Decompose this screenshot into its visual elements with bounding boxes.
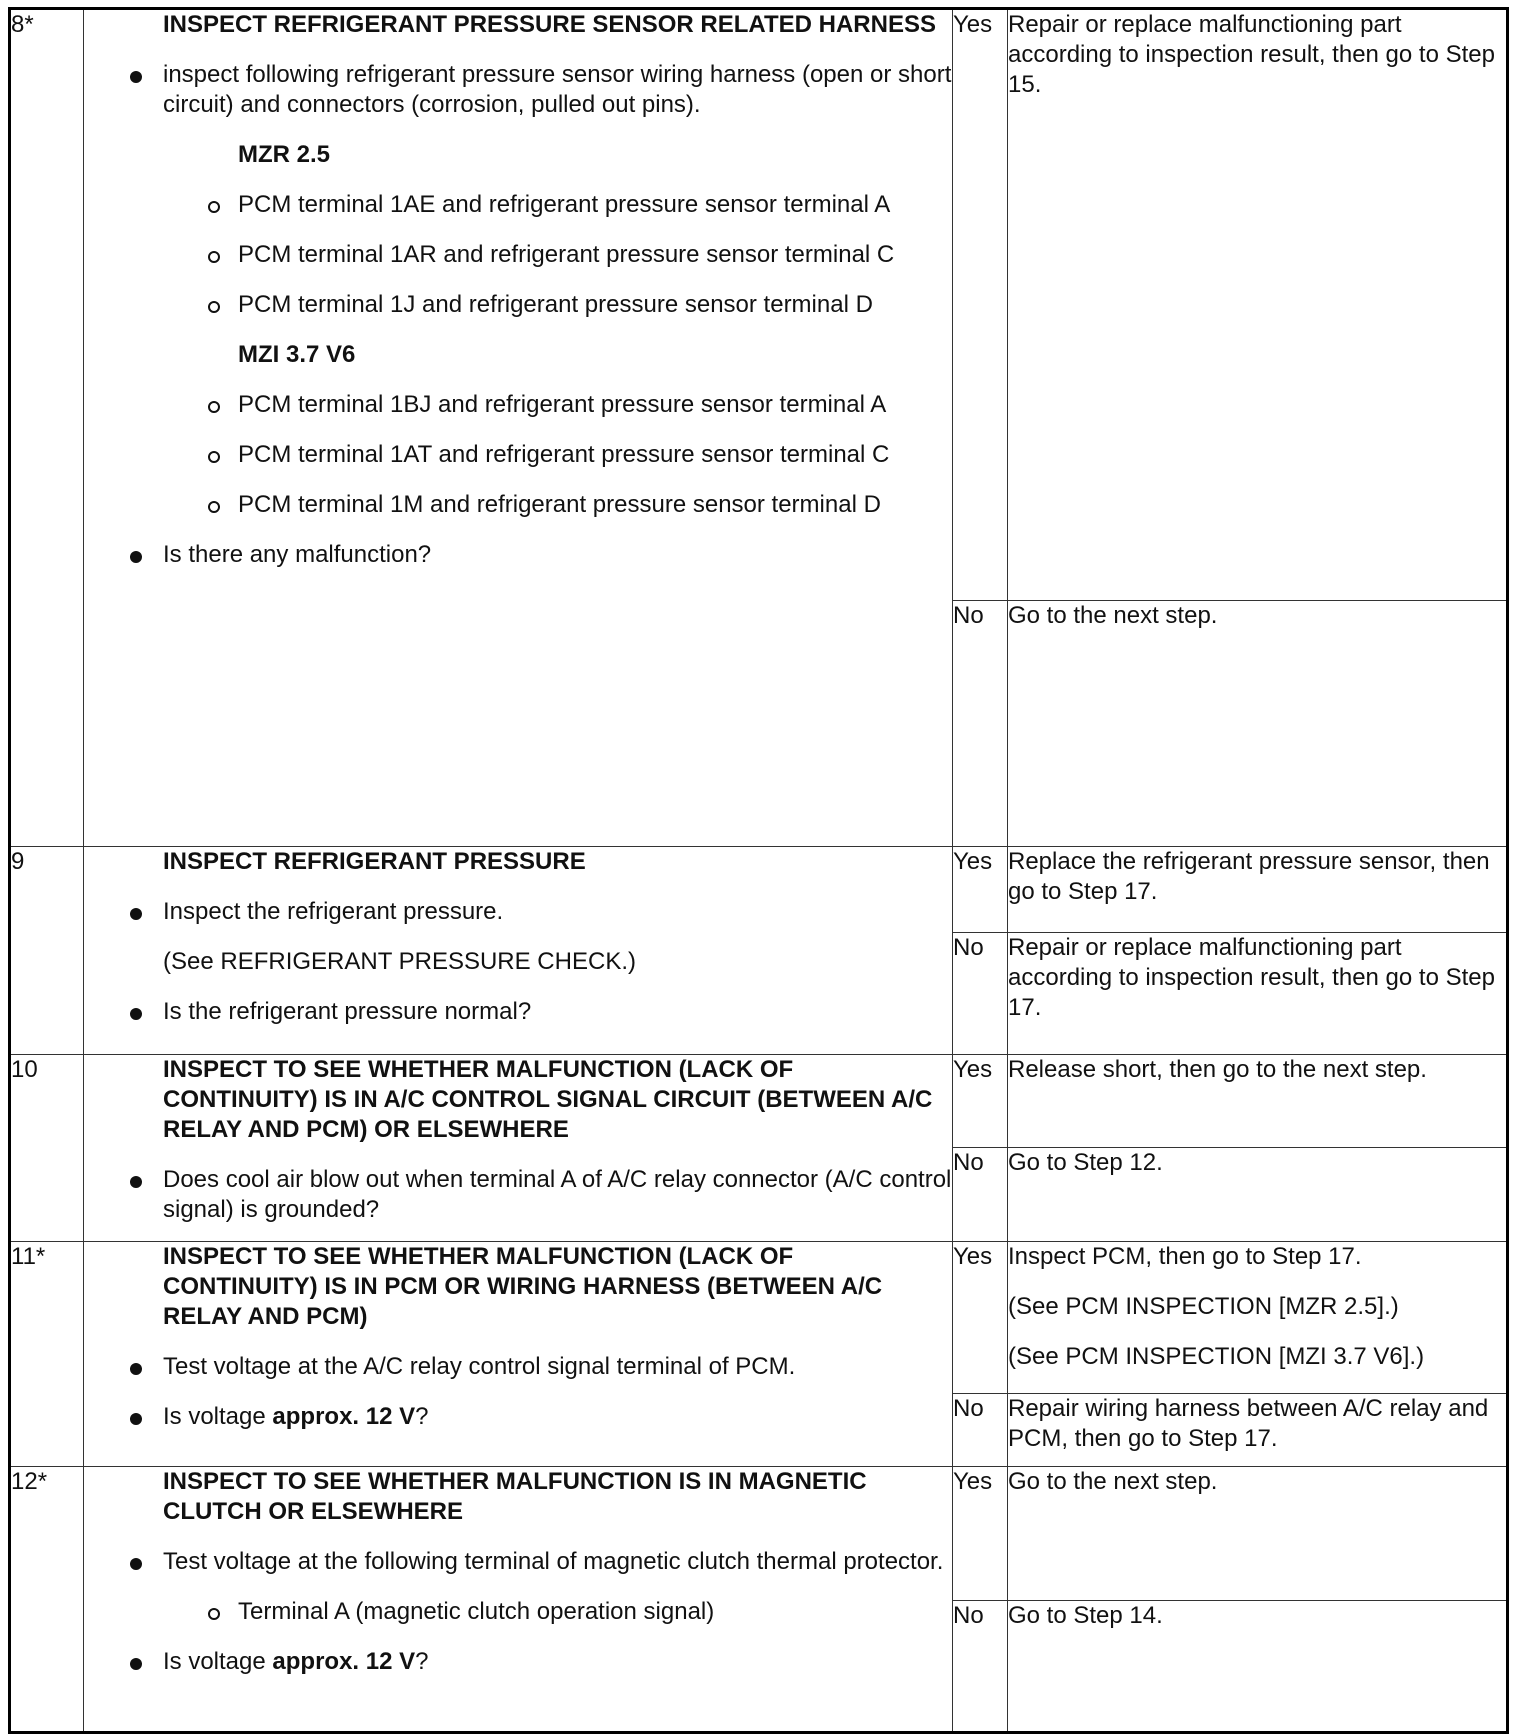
yes-result — [1008, 847, 1508, 933]
bullet-item: Test voltage at the following terminal of magnetic clutch thermal protector. — [163, 1547, 952, 1577]
result-text: Repair or replace malfunctioning part according to inspection result, then go to Step 15. — [1008, 11, 1495, 98]
step-number: 9 — [10, 847, 84, 1055]
no-label: No — [953, 1601, 1008, 1733]
yes-result — [1008, 9, 1508, 601]
step-number: 10 — [10, 1055, 84, 1242]
step-title: INSPECT TO SEE WHETHER MALFUNCTION (LACK OF CONTINUITY) IS IN A/C CONTROL SIGNAL CIRCUIT (BETWEEN A/C RELAY AND PCM) OR ELSEWHERE — [163, 1056, 933, 1143]
step-number: 12* — [10, 1467, 84, 1733]
no-result — [1008, 1148, 1508, 1242]
step-title: INSPECT REFRIGERANT PRESSURE — [163, 848, 586, 875]
step-10-row-yes — [10, 1055, 1508, 1148]
result-text: Release short, then go to the next step. — [1008, 1056, 1427, 1083]
step-number: 11* — [10, 1242, 84, 1467]
yes-label: Yes — [953, 847, 1008, 933]
question-mark: ? — [415, 1648, 429, 1675]
yes-label: Yes — [953, 1242, 1008, 1394]
step-action-cell — [84, 9, 953, 847]
result-text: Repair wiring harness between A/C relay and PCM, then go to Step 17. — [1008, 1395, 1489, 1452]
question-value: approx. 12 V — [272, 1648, 416, 1675]
sub-item: PCM terminal 1J and refrigerant pressure sensor terminal D — [238, 290, 952, 320]
question — [163, 1647, 952, 1677]
yes-label: Yes — [953, 9, 1008, 601]
bullet-item: Inspect the refrigerant pressure. — [163, 897, 952, 927]
reference-note: (See PCM INSPECTION [MZI 3.7 V6].) — [1008, 1343, 1425, 1370]
no-label: No — [953, 933, 1008, 1055]
step-9-row-yes — [10, 847, 1508, 933]
result-text: Go to the next step. — [1008, 1468, 1218, 1495]
no-result — [1008, 1394, 1508, 1467]
step-11-row-yes — [10, 1242, 1508, 1394]
engine-heading: MZI 3.7 V6 — [238, 341, 356, 368]
step-action-cell — [84, 1467, 953, 1733]
sub-item: PCM terminal 1M and refrigerant pressure sensor terminal D — [238, 490, 952, 520]
reference-note: (See REFRIGERANT PRESSURE CHECK.) — [163, 948, 636, 975]
question-mark: ? — [415, 1403, 429, 1430]
question — [163, 1402, 952, 1432]
no-result — [1008, 1601, 1508, 1733]
bullet-item: Test voltage at the A/C relay control signal terminal of PCM. — [163, 1352, 952, 1382]
yes-label: Yes — [953, 1055, 1008, 1148]
question: Does cool air blow out when terminal A of A/C relay connector (A/C control signal) is grounded? — [163, 1166, 952, 1223]
engine-heading: MZR 2.5 — [238, 141, 331, 168]
step-title: INSPECT TO SEE WHETHER MALFUNCTION (LACK OF CONTINUITY) IS IN PCM OR WIRING HARNESS (BETWEEN A/C RELAY AND PCM) — [163, 1243, 883, 1330]
troubleshooting-table — [8, 7, 1509, 1734]
no-result — [1008, 601, 1508, 847]
sub-item: PCM terminal 1AR and refrigerant pressure sensor terminal C — [238, 240, 952, 270]
no-label: No — [953, 1394, 1008, 1467]
yes-result — [1008, 1242, 1508, 1394]
step-action-cell — [84, 1055, 953, 1242]
step-action-cell — [84, 1242, 953, 1467]
yes-result — [1008, 1055, 1508, 1148]
step-number: 8* — [10, 9, 84, 847]
bullet-item: inspect following refrigerant pressure sensor wiring harness (open or short circuit) and connectors (corrosion, pulled out pins). — [163, 61, 952, 118]
sub-item: PCM terminal 1BJ and refrigerant pressure sensor terminal A — [238, 390, 952, 420]
no-label: No — [953, 601, 1008, 847]
step-8-row-yes — [10, 9, 1508, 601]
sub-item: Terminal A (magnetic clutch operation signal) — [238, 1597, 952, 1627]
result-text: Go to Step 14. — [1008, 1602, 1163, 1629]
step-12-row-yes — [10, 1467, 1508, 1601]
result-text: Repair or replace malfunctioning part according to inspection result, then go to Step 17. — [1008, 934, 1495, 1021]
result-text: Replace the refrigerant pressure sensor, then go to Step 17. — [1008, 848, 1490, 905]
reference-note: (See PCM INSPECTION [MZR 2.5].) — [1008, 1293, 1399, 1320]
step-action-cell — [84, 847, 953, 1055]
step-title: INSPECT REFRIGERANT PRESSURE SENSOR RELATED HARNESS — [163, 11, 936, 38]
question-value: approx. 12 V — [272, 1403, 416, 1430]
step-title: INSPECT TO SEE WHETHER MALFUNCTION IS IN MAGNETIC CLUTCH OR ELSEWHERE — [163, 1468, 867, 1525]
result-text: Inspect PCM, then go to Step 17. — [1008, 1243, 1362, 1270]
no-label: No — [953, 1148, 1008, 1242]
sub-item: PCM terminal 1AT and refrigerant pressure sensor terminal C — [238, 440, 952, 470]
result-text: Go to Step 12. — [1008, 1149, 1163, 1176]
question: Is there any malfunction? — [163, 540, 952, 570]
yes-label: Yes — [953, 1467, 1008, 1601]
sub-item: PCM terminal 1AE and refrigerant pressure sensor terminal A — [238, 190, 952, 220]
question-text: Is voltage — [163, 1403, 273, 1430]
no-result — [1008, 933, 1508, 1055]
question: Is the refrigerant pressure normal? — [163, 997, 952, 1027]
result-text: Go to the next step. — [1008, 602, 1218, 629]
yes-result — [1008, 1467, 1508, 1601]
question-text: Is voltage — [163, 1648, 273, 1675]
